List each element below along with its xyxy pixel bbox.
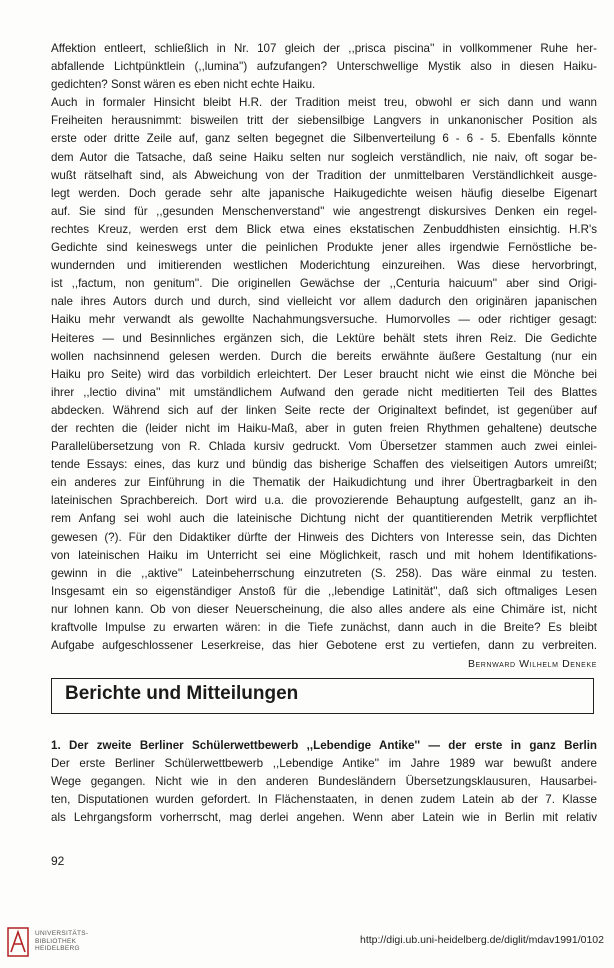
text-line: Der erste Berliner Schülerwettbewerb ,,Lebendige Antike'' im Jahre 1989 war bewußt andere [51,757,597,771]
text-line: kraftvolle Impulse zu erwarten wären: in die Tiefe zunächst, dann auch in die Breite? Es bleibt [51,621,597,634]
text-line: wußt rätselhaft sind, als Abweichung von der Tradition der unmittelbaren Verständlichkeit ausge- [51,168,597,182]
text-line: Heiteres — und Besinnliches ergänzen sich, die Lektüre behält stets ihren Reiz. Die Gedichte [51,331,597,345]
text-line: legt werden. Doch gerade sehr alte japanische Haikugedichte weisen häufig dieselbe Eigenart [51,186,597,200]
source-url-link[interactable]: http://digi.ub.uni-heidelberg.de/diglit/mdav1991/0102 [359,934,604,946]
text-line: nale ihres Autors durch und durch, sind vielleicht vor allem dadurch den originären japanischen [51,295,597,309]
text-line: Haiku pro Seite) wird das vorbildich erleichtert. Der Leser braucht nicht wie einst die Mönche bei [51,367,597,381]
library-name-line: HEIDELBERG [35,945,80,953]
text-line: Auch in formaler Hinsicht bleibt H.R. der Tradition meist treu, obwohl er sich dann und wann [51,96,597,110]
library-name-line: BIBLIOTHEK [35,937,77,945]
text-line: nur lohnen kann. Ob von dieser Neuerscheinung, die also alles andere als eine Chimäre ist, nicht [51,602,597,616]
text-line: erste oder dritte Zeile auf, ganz selten begegnet die Silbenverteilung 6 - 6 - 5. Ebenfalls könnte [51,132,597,146]
text-line: Gedichte sind keineswegs unter die peinlichen Produkte jener alles irgendwie Fernöstliche be- [51,241,597,255]
text-line: auf. Sie sind für ,,gesunden Menschenverstand'' wie angestrengt diskursives Denken ein regel- [51,204,597,218]
text-line: ist ,,factum, non genitum''. Die originellen Gewächse der ,,Centuria haicuum'' aber sind Origi- [51,277,597,291]
library-logo-icon [7,927,29,957]
text-line: Freiheiten herausnimmt: bisweilen tritt der siebensilbige Langvers in unkanonischer Position als [51,114,597,128]
report-heading: 1. Der zweite Berliner Schülerwettbewerb ,,Lebendige Antike'' — der erste in ganz Berlin [51,739,597,752]
text-line: Wege gegangen. Nicht wie in den anderen Bundesländern Übersetzungsklausuren, Hausarbei- [51,775,597,789]
review-text [51,40,597,673]
report-text [51,737,597,827]
text-line: als Lehrgangsform vorherrscht, mag derlei angehen. Wenn aber Latein wie in Berlin mit relativ [51,811,597,825]
text-line: Insgesamt ein so eigenständiger Anstoß für die ,,lebendige Latinität'', daß sich oftmaliges Lesen [51,584,597,598]
text-line: tende Essays: eines, das kurz und bündig das bisherige Schaffen des vielseitigen Autors umreißt; [51,458,597,472]
text-line: gewesen (?). Für den Didaktiker dürfte der Hinweis des Dichters von Interesse sein, das Dichten [51,530,597,544]
text-line: Affektion entleert, schließlich in Nr. 107 gleich der ,,prisca piscina'' in vollkommener Ruhe her- [51,42,597,55]
library-name [35,930,88,953]
text-line: Aufgabe aufgeschlossener Leserkreise, das hier Gebotene erst zu vertiefen, dann zu verbreiten. [51,639,597,653]
text-line: ein anderes zur Einführung in die Thematik der Haikudichtung und ihrer Übertragbarkeit in den [51,476,597,490]
page-number: 92 [51,854,65,868]
text-line: rem Anfang sei wohl auch die lateinische Dichtung nicht der quantitierenden Metrik verpflichtet [51,512,597,526]
text-line: gedichten? Sonst wären es eben nicht echte Haiku. [51,78,316,92]
text-line: abdecken. Während sich auf der linken Seite recte der Originaltext befindet, ist gegenüber auf [51,403,597,417]
text-line: ten, Disputationen wurden gefordert. In Flächenstaaten, in denen zudem Latein ab der 7. Klasse [51,793,597,807]
section-header-box [51,678,594,714]
section-title: Berichte und Mitteilungen [65,683,299,704]
text-line: lateinischen Sprachbereich. Dort wird u.a. die provozierende Behauptung aufgestellt, ganz an ih- [51,494,597,508]
text-line: Haiku mehr verwandt als gewollte Nachahmungsversuche. Humorvolles — oder richtiger gesagt: [51,313,597,327]
text-line: abfallende Lichtpünktlein (,,lumina'') aufzufangen? Unterschwellige Mystik also in diesen Haiku- [51,60,597,74]
text-line: von lateinischen Haiku im Unterricht sei eine Möglichkeit, rasch und mit hohem Identifikations- [51,548,597,562]
text-line: der rechten die (leider nicht im Haiku-Maß, aber in guten freien Rhythmen gehaltene) deutsche [51,421,597,435]
text-line: Parallelübersetzung von R. Chlada kursiv gedruckt. Vom Übersetzer stammen auch zwei einlei- [51,440,597,454]
text-line: rechtes Kreuz, werden erst dem Blick etwa eines ekstatischen Zenbuddhisten einsichtig. H.R's [51,222,597,236]
author-signature: Bernward Wilhelm Deneke [467,658,597,671]
footer [0,922,614,968]
text-line: gewinn in die ,,aktive'' Lateinbeherrschung einzutreten (S. 258). Das wäre einmal zu testen. [51,566,597,580]
text-line: dem Autor die Tatsache, daß seine Haiku selten nur sogleich verständlich, nie naiv, oft sogar be- [51,150,597,164]
text-line: wollen nachsinnend gelesen werden. Durch die bereits erwähnte äußere Gestaltung (nur ein [51,349,597,363]
text-line: wundernden und imitierenden westlichen Moderichtung einzureihen. Was diese hervorbringt, [51,259,597,273]
text-line: ihrer ,,lectio divina'' mit umständlichem Aufwand den gerade nicht meditierten Teil des Blattes [51,385,597,399]
library-name-line: UNIVERSITÄTS- [35,930,89,937]
